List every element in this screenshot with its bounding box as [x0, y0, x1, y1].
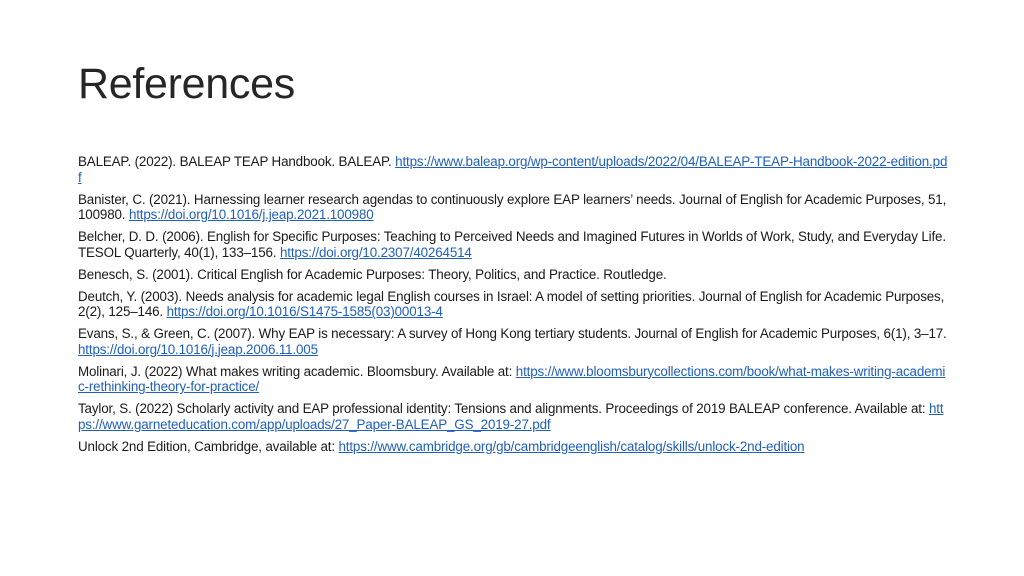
reference-item	[78, 267, 948, 283]
reference-item	[78, 192, 948, 223]
reference-text: Deutch, Y. (2003). Needs analysis for academic legal English courses in Israel: A model of setting priorities. Journal of English for Academic Purposes, 2(2), 125–146.	[78, 288, 945, 319]
reference-item	[78, 229, 948, 260]
reference-link[interactable]: https://www.cambridge.org/gb/cambridgeenglish/catalog/skills/unlock-2nd-edition	[338, 438, 805, 454]
reference-link[interactable]: https://www.garneteducation.com/app/uploads/27_Paper-BALEAP_GS_2019-27.pdf	[78, 401, 944, 432]
reference-item	[78, 439, 948, 455]
reference-item	[78, 401, 948, 432]
reference-item	[78, 289, 948, 320]
reference-link[interactable]: https://www.baleap.org/wp-content/uploads/2022/04/BALEAP-TEAP-Handbook-2022-edition.pdf	[78, 154, 948, 185]
reference-text: Evans, S., & Green, C. (2007). Why EAP is necessary: A survey of Hong Kong tertiary students. Journal of English for Academic Purposes, 6(1), 3–17.	[78, 326, 947, 341]
reference-text: Belcher, D. D. (2006). English for Specific Purposes: Teaching to Perceived Needs and Imagined Futures in Worlds of Work, Study, and Everyday Life. TESOL Quarterly, 40(1), 133–156.	[78, 229, 946, 260]
reference-text: BALEAP. (2022). BALEAP TEAP Handbook. BALEAP.	[78, 154, 396, 169]
reference-link[interactable]: https://doi.org/10.1016/S1475-1585(03)00013-4	[166, 304, 443, 319]
reference-link[interactable]: https://doi.org/10.1016/j.jeap.2021.100980	[128, 207, 374, 222]
reference-text: Unlock 2nd Edition, Cambridge, available at:	[78, 438, 339, 454]
reference-item	[78, 326, 948, 357]
reference-text: Banister, C. (2021). Harnessing learner research agendas to continuously explore EAP learners’ needs. Journal of English for Academic Purposes, 51, 100980.	[78, 191, 947, 222]
reference-text: Benesch, S. (2001). Critical English for Academic Purposes: Theory, Politics, and Practice. Routledge.	[78, 266, 667, 282]
reference-text: Molinari, J. (2022) What makes writing academic. Bloomsbury. Available at:	[78, 363, 516, 379]
reference-item	[78, 364, 948, 395]
reference-text: Taylor, S. (2022) Scholarly activity and EAP professional identity: Tensions and alignments. Proceedings of 2019 BALEAP conference. Available at:	[78, 401, 929, 416]
reference-link[interactable]: https://doi.org/10.2307/40264514	[279, 244, 472, 260]
reference-item	[78, 154, 948, 185]
reference-link[interactable]: https://doi.org/10.1016/j.jeap.2006.11.005	[78, 341, 318, 357]
page-title: References	[78, 60, 295, 108]
reference-link[interactable]: https://www.bloomsburycollections.com/book/what-makes-writing-academic-rethinking-theory-for-practice/	[78, 363, 946, 394]
reference-list	[78, 154, 948, 461]
